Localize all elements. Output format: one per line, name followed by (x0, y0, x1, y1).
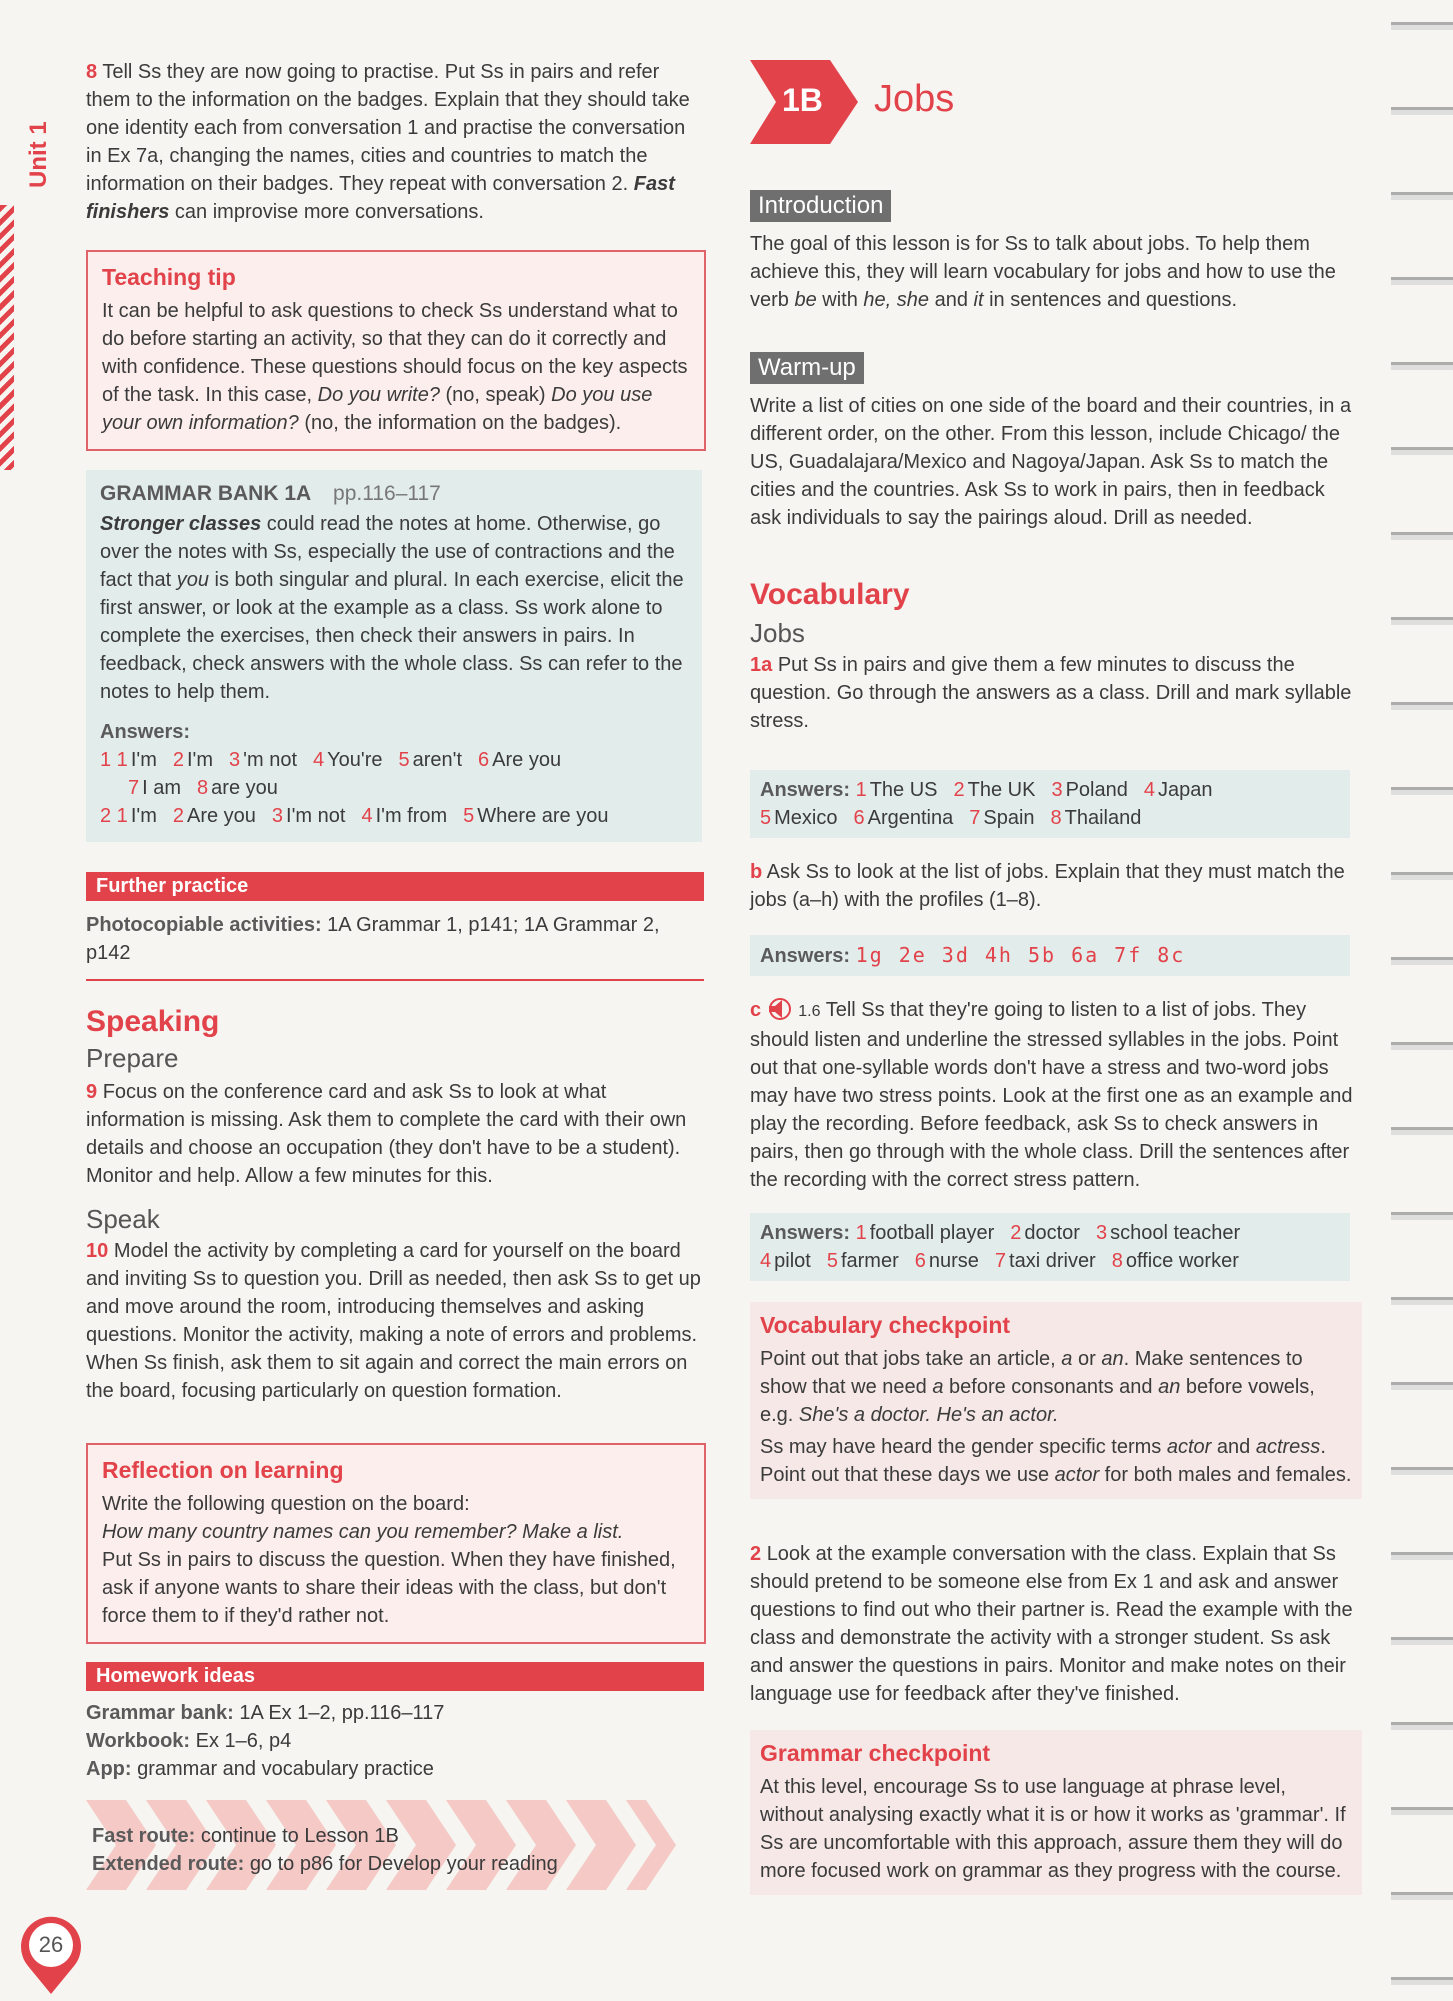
answer-text: I'm from (375, 805, 448, 827)
answer-item: 5 b (1027, 943, 1055, 967)
answer-item: 8 c (1157, 943, 1184, 967)
grammar-checkpoint-text: At this level, encourage Ss to use language at phrase level, without analysing exactly what it is or how it works as 'grammar'. If Ss are uncomfortable with this approach, assure them they will do more focused work on grammar as they progress with the course. (760, 1776, 1346, 1882)
answer-item: 4 h (984, 943, 1011, 967)
further-practice-title: Further practice (86, 872, 704, 901)
answers-1a-label: Answers: (760, 779, 851, 801)
ex2-number: 2 (750, 1543, 762, 1565)
ex2-text: Look at the example conversation with the class. Explain that Ss should pretend to be someone else from Ex 1 and ask and answer questions to find out who their partner is. Read the example with the class and demonstrate the activity with a stronger student. Ss ask and answer the questions in pairs. Monitor and make notes on their language use for feedback after they've finished. (750, 1543, 1353, 1705)
answer-number: 6 (914, 1250, 926, 1272)
lesson-code: 1B (782, 82, 823, 118)
reflection-box (86, 1443, 706, 1644)
answer-text: Are you (186, 805, 256, 827)
teaching-tip-title: Teaching tip (102, 264, 236, 290)
tip-q2: Do you use your own information? (102, 384, 653, 434)
answer-number: 2 (172, 805, 184, 827)
answer-text: school teacher (1110, 1222, 1241, 1244)
answer-text: aren't (412, 749, 463, 771)
answer-text: Where are you (477, 805, 609, 827)
vc-and: and (1216, 1436, 1251, 1458)
answer-text: Thailand (1064, 807, 1142, 829)
answers-1b-label: Answers: (760, 945, 851, 967)
audio-speaker-icon (767, 998, 793, 1020)
ex1b-text: Ask Ss to look at the list of jobs. Explain that they must match the jobs (a–h) with the profiles (1–8). (750, 861, 1345, 911)
vc-a: Point out that jobs take an article, (760, 1348, 1056, 1370)
vc-or: or (1077, 1348, 1096, 1370)
answer-number: 1 (855, 1222, 867, 1244)
grammar-bank-box (86, 470, 702, 842)
answer-text: taxi driver (1009, 1250, 1096, 1272)
answer-number: 7 (969, 807, 981, 829)
vc-actor-2: actor (1054, 1464, 1100, 1486)
ex1a-number: 1a (750, 654, 773, 676)
intro-b: with (822, 289, 858, 311)
ex9-number: 9 (86, 1081, 98, 1103)
vc-an-art-2: an (1158, 1376, 1181, 1398)
answer-number: 2 (953, 779, 965, 801)
gb-answers-row3 (100, 802, 688, 830)
gb-text-a: could read the notes at home. Otherwise, go over the notes with Ss, especially the use of contractions and the fact that (100, 513, 675, 591)
answer-number: 7 (128, 777, 140, 799)
vc-e: Ss may have heard the gender specific terms (760, 1436, 1162, 1458)
answer-text: I'm (130, 805, 157, 827)
hw-gb: 1A Ex 1–2, pp.116–117 (239, 1702, 445, 1724)
homework-ideas (86, 1662, 704, 1783)
answer-number: 4 (361, 805, 373, 827)
vocabulary-section (750, 578, 1358, 735)
answers-1b-list (856, 945, 1201, 967)
answers-1c-row2 (760, 1247, 1340, 1275)
vocabulary-checkpoint-title: Vocabulary checkpoint (760, 1312, 1011, 1338)
fp-text: 1A Grammar 1, p141; 1A Grammar 2, p142 (86, 914, 660, 964)
fp-label: Photocopiable activities: (86, 914, 322, 936)
ex1a-text: Put Ss in pairs and give them a few minutes to discuss the question. Go through the answers as a class. Drill and mark syllable stress. (750, 654, 1352, 732)
answer-text: 'm not (243, 749, 297, 771)
answer-number: 2 1 (100, 805, 128, 827)
fast-route-label: Fast route: (92, 1825, 196, 1847)
answer-item: 2 e (898, 943, 925, 967)
tip-a1: (no, speak) (445, 384, 546, 406)
jobs-heading: Jobs (750, 618, 805, 648)
answer-text: The US (869, 779, 938, 801)
route-banner (86, 1800, 686, 1890)
answer-text: Mexico (774, 807, 838, 829)
answer-number: 8 (1111, 1250, 1123, 1272)
answer-text: Are you (492, 749, 562, 771)
exercise-1b (750, 858, 1358, 914)
ex8-text: Tell Ss they are now going to practise. Put Ss in pairs and refer them to the information on the badges. Explain that they should take one identity each from conversation 1 and practise the conversation in Ex 7a, changing the names, cities and countries to match the information on their badges. They repeat with conversation 2. (86, 61, 690, 195)
spiral-binding (1391, 0, 1453, 2000)
speaking-section (86, 1005, 704, 1405)
ex8-number: 8 (86, 61, 98, 83)
answer-number: 3 (229, 749, 241, 771)
answers-1a-row1 (856, 779, 1229, 801)
answers-1a-row2 (760, 804, 1340, 832)
answer-number: 3 (1095, 1222, 1108, 1244)
homework-title: Homework ideas (86, 1662, 704, 1691)
gb-text-b: is both singular and plural. In each exercise, elicit the first answer, or look at the example as a class. Ss work alone to complete the exercises, then check their answers in pairs. In feedback, check answers with the whole class. Ss can refer to the notes to help them. (100, 569, 684, 703)
answer-item: 3 d (941, 943, 968, 967)
tip-q1: Do you write? (317, 384, 440, 406)
answer-text: doctor (1024, 1222, 1080, 1244)
intro-d: in sentences and questions. (989, 289, 1238, 311)
answer-number: 5 (760, 807, 772, 829)
introduction (750, 190, 1358, 314)
gb-answers-row2 (100, 774, 688, 802)
ex8-text-end: can improvise more conversations. (174, 201, 484, 223)
answers-1a (750, 770, 1350, 838)
vc-d: before vowels, e.g. (760, 1376, 1315, 1426)
vc-a-art-2: a (932, 1376, 944, 1398)
answers-1c (750, 1213, 1350, 1281)
ex1b-number: b (750, 861, 763, 883)
stronger-classes: Stronger classes (100, 513, 262, 535)
page-number: 26 (38, 1932, 64, 1957)
ex9-text: Focus on the conference card and ask Ss to look at what information is missing. Ask them to complete the card with their own details and choose an occupation (they don't have to be a student). Monitor and help. Allow a few minutes for this. (86, 1081, 687, 1187)
answer-number: 6 (478, 749, 490, 771)
grammar-bank-title: GRAMMAR BANK 1A (100, 482, 312, 505)
answer-number: 4 (1143, 779, 1155, 801)
answer-text: pilot (774, 1250, 811, 1272)
answer-text: I'm (130, 749, 157, 771)
hw-app-label: App: (86, 1758, 132, 1780)
answer-text: nurse (928, 1250, 979, 1272)
answer-text: farmer (840, 1250, 899, 1272)
page-number-pin (16, 1910, 86, 1996)
answer-number: 5 (398, 749, 410, 771)
fast-finishers: Fast finishers (86, 173, 675, 223)
answer-number: 1 1 (100, 749, 128, 771)
answers-label: Answers: (100, 721, 191, 743)
answer-text: Argentina (867, 807, 954, 829)
answer-number: 7 (994, 1250, 1007, 1272)
ex10-text: Model the activity by completing a card for yourself on the board and inviting Ss to question you. Drill as needed, then ask Ss to get up and move around the room, introducing themselves and asking questions. Monitor the activity, making a note of errors and problems. When Ss finish, ask them to sit again and correct the main errors on the board, focusing particularly on question formation. (86, 1240, 701, 1402)
exercise-1c (750, 996, 1358, 1194)
unit-label: Unit 1 (25, 121, 52, 189)
answer-text: are you (211, 777, 278, 799)
hw-wb-label: Workbook: (86, 1730, 191, 1752)
extended-route: go to p86 for Develop your reading (249, 1853, 558, 1875)
intro-he: he, she (863, 289, 930, 311)
answer-number: 6 (853, 807, 865, 829)
answer-item: 7 f (1114, 943, 1141, 967)
vc-actress: actress (1255, 1436, 1321, 1458)
vc-actor: actor (1166, 1436, 1212, 1458)
unit-tab (0, 55, 62, 415)
reflection-text-a: Write the following question on the board: (102, 1493, 470, 1515)
gb-you: you (176, 569, 209, 591)
answer-number: 2 (172, 749, 184, 771)
fast-route: continue to Lesson 1B (200, 1825, 399, 1847)
answer-number: 4 (313, 749, 325, 771)
answer-text: office worker (1125, 1250, 1239, 1272)
ex1c-text: Tell Ss that they're going to listen to a list of jobs. They should listen and underline the stressed syllables in the jobs. Point out that one-syllable words don't have a stress and two-word jobs may have two stress points. Look at the first one as an example and play the recording. Before feedback, ask Ss to check answers in pairs, then go through with the whole class. Drill the sentences after the recording with the correct stress pattern. (750, 999, 1353, 1191)
intro-be: be (794, 289, 817, 311)
answer-number: 8 (197, 777, 209, 799)
answer-text: Poland (1065, 779, 1128, 801)
lesson-title: Jobs (874, 78, 955, 120)
answer-number: 3 (1051, 779, 1063, 801)
vc-an-art: an (1101, 1348, 1124, 1370)
hw-wb: Ex 1–6, p4 (195, 1730, 292, 1752)
answers-1c-row1 (856, 1222, 1257, 1244)
answer-number: 4 (760, 1250, 772, 1272)
answer-number: 1 (855, 779, 867, 801)
teaching-tip-box (86, 250, 706, 451)
grammar-bank-pages: pp.116–117 (333, 482, 441, 505)
speaking-heading: Speaking (86, 1005, 220, 1038)
vc-c: before consonants and (949, 1376, 1153, 1398)
hw-app: grammar and vocabulary practice (137, 1758, 434, 1780)
lesson-header (750, 60, 1358, 144)
answer-number: 5 (463, 805, 475, 827)
answer-item: 6 a (1071, 943, 1098, 967)
intro-it: it (973, 289, 984, 311)
ex1c-number: c (750, 999, 762, 1021)
vocabulary-checkpoint (750, 1302, 1362, 1499)
answer-text: I am (142, 777, 182, 799)
speak-heading: Speak (86, 1204, 160, 1234)
answer-number: 5 (826, 1250, 838, 1272)
reflection-question: How many country names can you remember? Make a list. (102, 1521, 624, 1543)
further-practice (86, 872, 704, 981)
introduction-tag: Introduction (750, 190, 891, 222)
answer-text: Spain (983, 807, 1035, 829)
exercise-8 (86, 58, 704, 226)
vocabulary-heading: Vocabulary (750, 578, 910, 611)
vc-a-art: a (1061, 1348, 1073, 1370)
answer-text: I'm not (286, 805, 346, 827)
answer-text: Japan (1158, 779, 1213, 801)
warm-up-text: Write a list of cities on one side of the board and their countries, in a different order, on the other. From this lesson, include Chicago/ the US, Guadalajara/Mexico and Nagoya/Japan. Ask Ss to match the cities and the countries. Ask Ss to work in pairs, then in feedback ask individuals to say the pairings aloud. Drill as needed. (750, 395, 1352, 529)
grammar-checkpoint (750, 1730, 1362, 1895)
prepare-heading: Prepare (86, 1043, 179, 1073)
reflection-text-b: Put Ss in pairs to discuss the question. When they have finished, ask if anyone wants to share their ideas with the class, but don't force them to if they'd rather not. (102, 1549, 676, 1627)
reflection-title: Reflection on learning (102, 1457, 344, 1483)
answer-text: I'm (186, 749, 214, 771)
answer-text: football player (869, 1222, 995, 1244)
extended-route-label: Extended route: (92, 1853, 245, 1875)
answer-text: The UK (967, 779, 1036, 801)
tip-a2: (no, the information on the badges). (304, 412, 622, 434)
answer-number: 8 (1050, 807, 1062, 829)
vc-example: She's a doctor. He's an actor. (798, 1404, 1059, 1426)
hw-gb-label: Grammar bank: (86, 1702, 234, 1724)
tip-text: It can be helpful to ask questions to check Ss understand what to do before starting an activity, so that they can do it correctly and with confidence. These questions should focus on the key aspects of the task. In this case, (102, 300, 688, 406)
track-number: 1.6 (798, 1003, 821, 1020)
intro-a: The goal of this lesson is for Ss to talk about jobs. To help them achieve this, they will learn vocabulary for jobs and how to use the verb (750, 233, 1336, 311)
exercise-2 (750, 1540, 1358, 1708)
gb-answers-row1 (100, 746, 688, 774)
warm-up (750, 352, 1358, 532)
warm-up-tag: Warm-up (750, 352, 864, 384)
intro-c: and (934, 289, 968, 311)
answers-1c-label: Answers: (760, 1222, 851, 1244)
decorative-stripes (0, 205, 14, 470)
grammar-checkpoint-title: Grammar checkpoint (760, 1740, 991, 1766)
vc-g: for both males and females. (1104, 1464, 1352, 1486)
vc-b: . Make sentences to show that we need (760, 1348, 1303, 1398)
ex10-number: 10 (86, 1240, 109, 1262)
vc-f: . Point out that these days we use (760, 1436, 1326, 1486)
answer-item: 1 g (855, 943, 882, 967)
answer-text: You're (327, 749, 383, 771)
answers-1b (750, 935, 1350, 976)
answer-number: 2 (1010, 1222, 1022, 1244)
answer-number: 3 (271, 805, 284, 827)
